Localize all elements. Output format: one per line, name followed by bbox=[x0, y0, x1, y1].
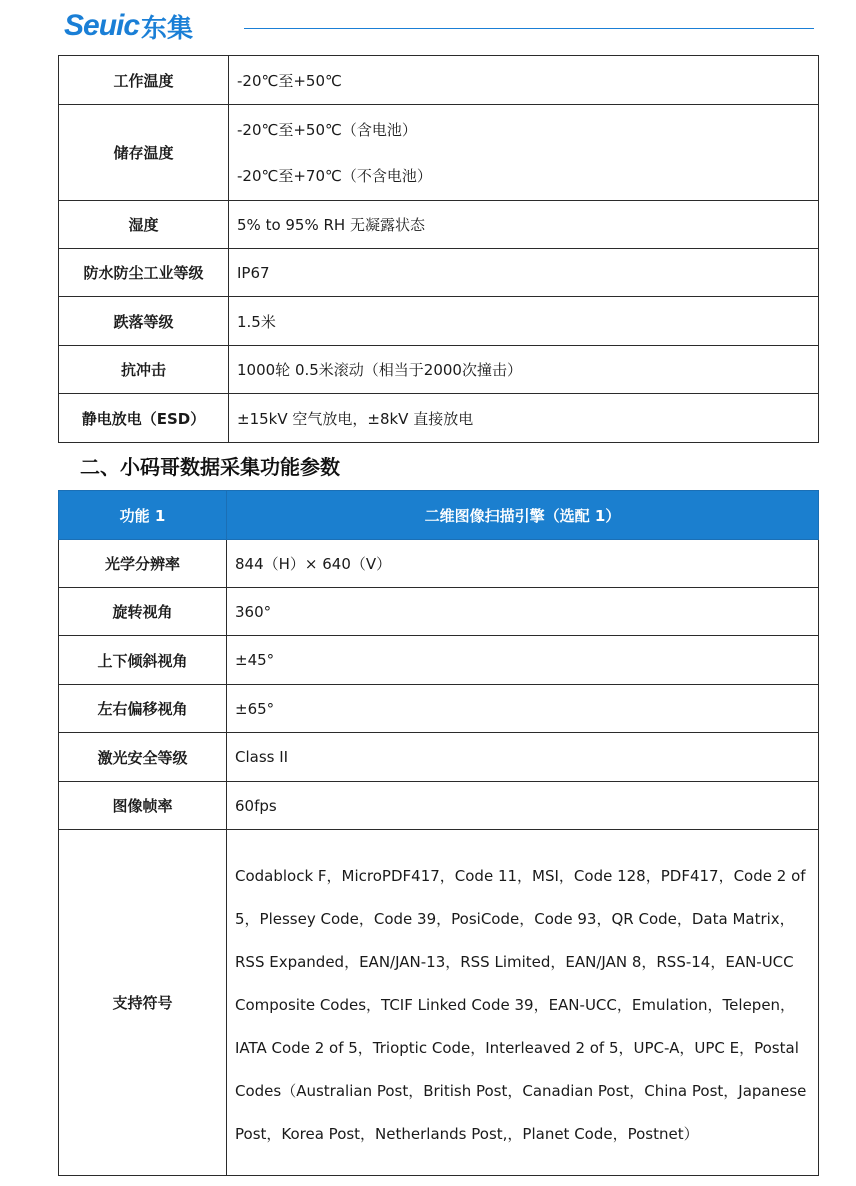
row-value: 1000轮 0.5米滚动（相当于2000次撞击） bbox=[229, 346, 819, 394]
table-row-symbols bbox=[59, 830, 819, 1176]
row-value: 5% to 95% RH 无凝露状态 bbox=[229, 201, 819, 249]
scan-function-table bbox=[58, 490, 819, 1176]
table-row bbox=[59, 105, 819, 201]
row-label: 左右偏移视角 bbox=[59, 685, 227, 733]
row-label: 防水防尘工业等级 bbox=[59, 249, 229, 297]
row-label: 湿度 bbox=[59, 201, 229, 249]
column-header-engine: 二维图像扫描引擎（选配 1） bbox=[227, 491, 819, 540]
environment-spec-table bbox=[58, 55, 819, 443]
table-row bbox=[59, 782, 819, 830]
row-value: Class II bbox=[227, 733, 819, 782]
row-value: ±45° bbox=[227, 636, 819, 685]
row-value: ±15kV 空气放电，±8kV 直接放电 bbox=[229, 394, 819, 443]
row-label: 储存温度 bbox=[59, 105, 229, 201]
table-row bbox=[59, 394, 819, 443]
table-row bbox=[59, 588, 819, 636]
row-label: 激光安全等级 bbox=[59, 733, 227, 782]
row-value: 60fps bbox=[227, 782, 819, 830]
row-label: 图像帧率 bbox=[59, 782, 227, 830]
section-title: 二、小码哥数据采集功能参数 bbox=[80, 455, 340, 479]
row-label: 抗冲击 bbox=[59, 346, 229, 394]
row-value: ±65° bbox=[227, 685, 819, 733]
table-row bbox=[59, 636, 819, 685]
row-label: 光学分辨率 bbox=[59, 540, 227, 588]
table-row bbox=[59, 733, 819, 782]
row-label: 工作温度 bbox=[59, 56, 229, 105]
row-value-line: -20℃至+70℃（不含电池） bbox=[237, 166, 432, 185]
table-row bbox=[59, 540, 819, 588]
row-label: 支持符号 bbox=[59, 830, 227, 1176]
column-header-function: 功能 1 bbox=[59, 491, 227, 540]
table-row bbox=[59, 201, 819, 249]
row-value bbox=[229, 105, 819, 201]
page-header bbox=[0, 0, 856, 48]
logo-chinese-text: 东集 bbox=[141, 13, 194, 44]
table-row bbox=[59, 297, 819, 346]
header-divider-line bbox=[244, 28, 814, 29]
supported-symbologies-text: Codablock F，MicroPDF417，Code 11，MSI，Code 128，PDF417，Code 2 of 5，Plessey Code，Code 39，PosiCode，Code 93，QR Code，Data Matrix，RSS Expanded，EAN/JAN-13，RSS Limited，EAN/JAN 8，RSS-14，EAN-UCC Composite Codes，TCIF Linked Code 39，EAN-UCC，Emulation，Telepen，IATA Code 2 of 5，Trioptic Code，Interleaved 2 of 5，UPC-A，UPC E，Postal Codes（Australian Post，British Post，Canadian Post，China Post，Japanese Post，Korea Post，Netherlands Post,，Planet Code，Postnet） bbox=[227, 830, 819, 1176]
row-value: 1.5米 bbox=[229, 297, 819, 346]
table-header-row bbox=[59, 491, 819, 540]
row-value: IP67 bbox=[229, 249, 819, 297]
row-value: 360° bbox=[227, 588, 819, 636]
seuic-logo bbox=[64, 6, 193, 46]
row-label: 上下倾斜视角 bbox=[59, 636, 227, 685]
row-value-line: -20℃至+50℃（含电池） bbox=[237, 120, 417, 139]
row-label: 静电放电（ESD） bbox=[59, 394, 229, 443]
table-row bbox=[59, 685, 819, 733]
table-row bbox=[59, 346, 819, 394]
table-row bbox=[59, 249, 819, 297]
logo-latin-text: Seuic bbox=[64, 9, 140, 42]
row-value: 844（H）× 640（V） bbox=[227, 540, 819, 588]
row-value: -20℃至+50℃ bbox=[229, 56, 819, 105]
table-row bbox=[59, 56, 819, 105]
row-label: 旋转视角 bbox=[59, 588, 227, 636]
row-label: 跌落等级 bbox=[59, 297, 229, 346]
